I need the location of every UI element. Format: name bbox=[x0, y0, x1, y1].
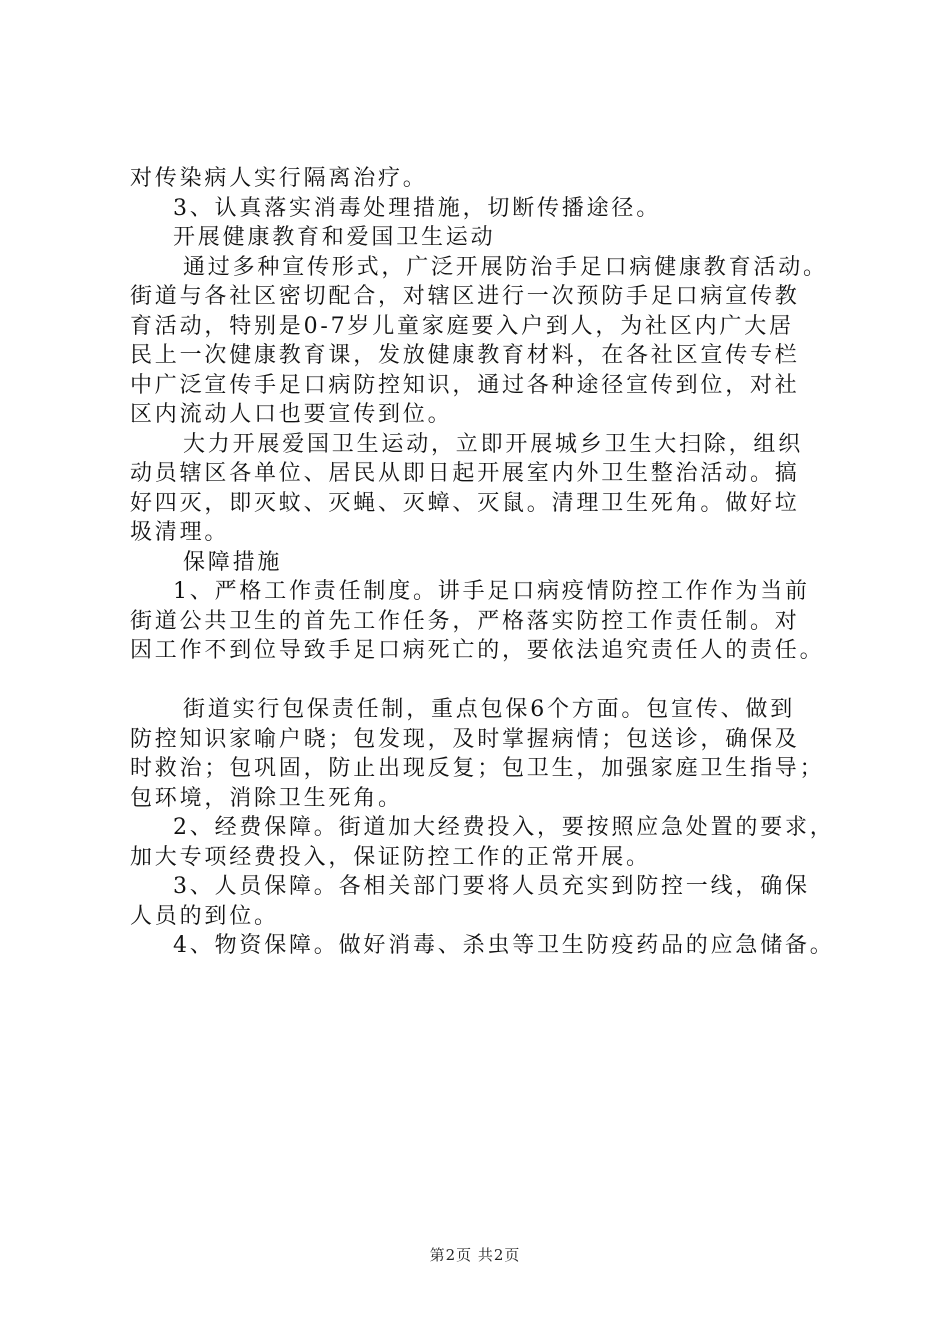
paragraph-line: 民上一次健康教育课，发放健康教育材料，在各社区宣传专栏 bbox=[130, 343, 800, 368]
paragraph-line: 街道公共卫生的首先工作任务，严格落实防控工作责任制。对 bbox=[130, 608, 800, 634]
paragraph-line: 动员辖区各单位、居民从即日起开展室内外卫生整治活动。搞 bbox=[130, 461, 800, 486]
page-footer: 第2页 共2页 bbox=[429, 1246, 521, 1264]
paragraph-line: 对传染病人实行隔离治疗。 bbox=[130, 166, 428, 191]
paragraph-line: 加大专项经费投入，保证防控工作的正常开展。 bbox=[130, 844, 651, 870]
paragraph-line: 4、物资保障。做好消毒、杀虫等卫生防疫药品的应急储备。 bbox=[173, 933, 835, 958]
paragraph-line: 人员的到位。 bbox=[130, 903, 279, 929]
paragraph-line: 区内流动人口也要宣传到位。 bbox=[130, 402, 453, 427]
paragraph-line: 1、严格工作责任制度。讲手足口病疫情防控工作作为当前 bbox=[173, 579, 810, 604]
blank-line bbox=[130, 666, 860, 696]
paragraph-line: 3、认真落实消毒处理措施，切断传播途径。 bbox=[173, 195, 661, 221]
paragraph-line: 3、人员保障。各相关部门要将人员充实到防控一线，确保 bbox=[173, 874, 810, 899]
paragraph-line: 圾清理。 bbox=[130, 520, 230, 545]
paragraph-line: 街道与各社区密切配合，对辖区进行一次预防手足口病宣传教 bbox=[130, 284, 800, 309]
paragraph-line: 2、经费保障。街道加大经费投入，要按照应急处置的要求， bbox=[173, 815, 835, 840]
paragraph-line: 街道实行包保责任制，重点包保6个方面。包宣传、做到 bbox=[183, 697, 795, 722]
section-heading: 开展健康教育和爱国卫生运动 bbox=[173, 225, 496, 250]
paragraph-line: 中广泛宣传手足口病防控知识，通过各种途径宣传到位，对社 bbox=[130, 372, 800, 398]
paragraph-line: 时救治；包巩固，防止出现反复；包卫生，加强家庭卫生指导； bbox=[130, 756, 825, 781]
paragraph-line: 防控知识家喻户晓；包发现，及时掌握病情；包送诊，确保及 bbox=[130, 726, 800, 752]
paragraph-line: 大力开展爱国卫生运动，立即开展城乡卫生大扫除，组织 bbox=[183, 431, 804, 457]
document-body bbox=[130, 164, 860, 961]
paragraph-line: 育活动，特别是0-7岁儿童家庭要入户到人，为社区内广大居 bbox=[130, 313, 794, 339]
section-heading: 保障措施 bbox=[183, 549, 283, 575]
paragraph-line: 好四灭，即灭蚊、灭蝇、灭蟑、灭鼠。清理卫生死角。做好垃 bbox=[130, 490, 800, 516]
paragraph-line: 包环境，消除卫生死角。 bbox=[130, 785, 403, 811]
paragraph-line: 因工作不到位导致手足口病死亡的，要依法追究责任人的责任。 bbox=[130, 638, 825, 663]
paragraph-line: 通过多种宣传形式，广泛开展防治手足口病健康教育活动。 bbox=[183, 254, 828, 280]
